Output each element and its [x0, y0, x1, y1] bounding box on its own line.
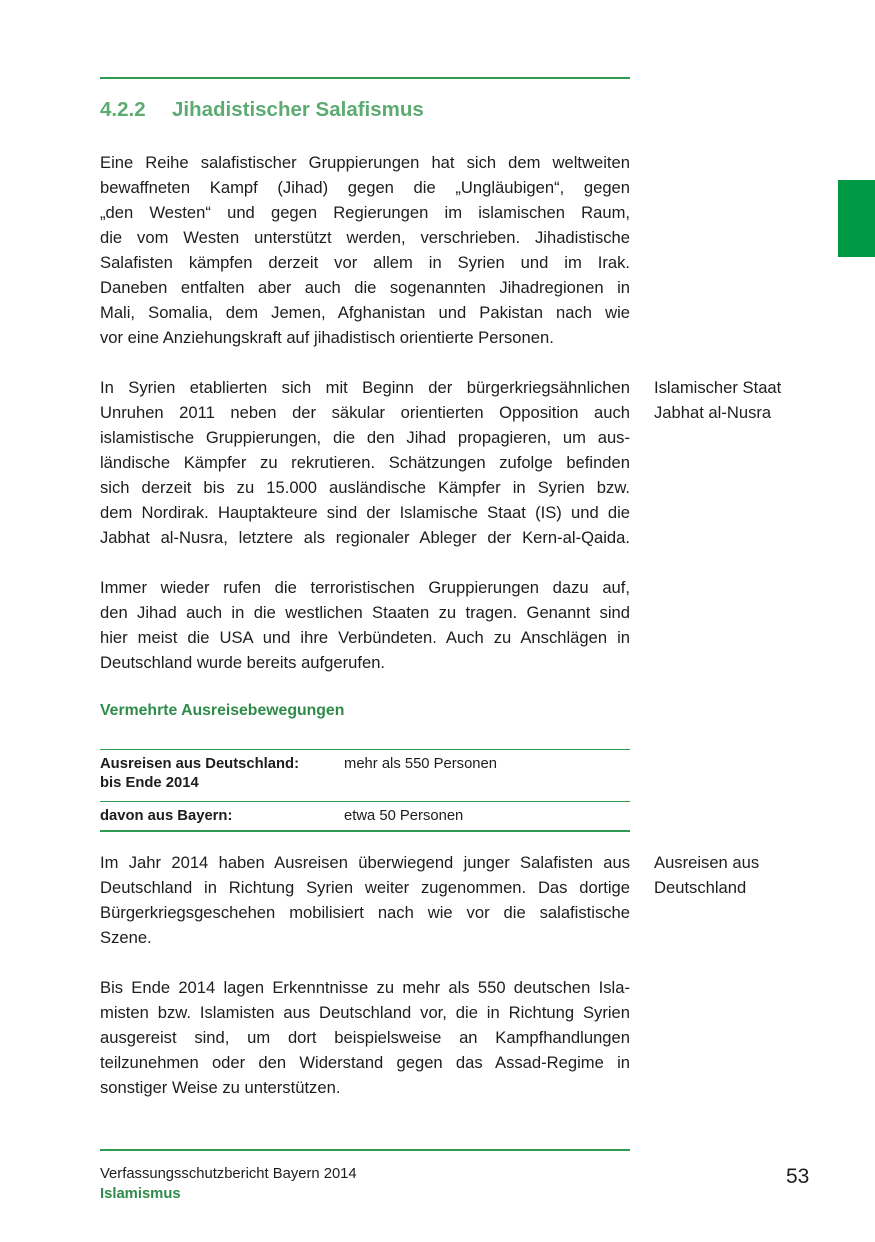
margin-note-line: Islamischer Staat: [654, 378, 782, 397]
text-line: dem Nordirak. Hauptakteure sind der Islamische Staat (IS) und die: [100, 503, 630, 522]
margin-note-groups: [654, 375, 844, 425]
text-line: Unruhen 2011 neben der säkular orientierten Opposition auch: [100, 403, 630, 422]
text-line: Deutschland wurde bereits aufgerufen.: [100, 653, 386, 672]
text-line: In Syrien etablierten sich mit Beginn der bürgerkriegsähnlichen: [100, 378, 630, 397]
section-heading: [100, 98, 424, 122]
table-label-line: Ausreisen aus Deutschland:: [100, 756, 299, 772]
page-number: 53: [786, 1165, 810, 1188]
text-line: Bis Ende 2014 lagen Erkenntnisse zu mehr als 550 deutschen Isla-: [100, 978, 630, 997]
footer-publication: Verfassungsschutzbericht Bayern 2014: [100, 1166, 357, 1182]
text-line: Immer wieder rufen die terroristischen Gruppierungen dazu auf,: [100, 578, 630, 597]
text-line: sich derzeit bis zu 15.000 ausländische Kämpfer in Syrien bzw.: [100, 478, 630, 497]
text-line: sonstiger Weise zu unterstützen.: [100, 1078, 341, 1097]
text-line: bewaffneten Kampf (Jihad) gegen die „Ungläubigen“, gegen: [100, 178, 630, 197]
table-bottom-rule: [100, 830, 630, 832]
table-row-label: davon aus Bayern:: [100, 808, 233, 824]
footer-divider: [100, 1149, 630, 1151]
paragraph-intro: [100, 150, 630, 350]
paragraph-findings: [100, 975, 630, 1100]
section-number: 4.2.2: [100, 98, 146, 121]
paragraph-departures: [100, 850, 630, 950]
text-line: Bürgerkriegsgeschehen mobilisiert nach wie vor die salafistische: [100, 903, 630, 922]
text-line: Jabhat al-Nusra, letztere als regionaler Ableger der Kern-al-Qaida.: [100, 528, 630, 547]
subheading: Vermehrte Ausreisebewegungen: [100, 702, 345, 719]
text-line: die vom Westen unterstützt werden, verschrieben. Jihadistische: [100, 228, 630, 247]
text-line: misten bzw. Islamisten aus Deutschland vor, die in Richtung Syrien: [100, 1003, 630, 1022]
text-line: ausgereist sind, um dort beispielsweise an Kampfhandlungen: [100, 1028, 630, 1047]
text-line: vor eine Anziehungskraft auf jihadistisch orientierte Personen.: [100, 328, 554, 347]
text-line: ländische Kämpfer zu rekrutieren. Schätzungen zufolge befinden: [100, 453, 630, 472]
footer-chapter: Islamismus: [100, 1186, 181, 1202]
margin-note-line: Deutschland: [654, 878, 747, 897]
table-top-rule: [100, 749, 630, 750]
margin-note-departures: [654, 850, 844, 900]
text-line: Szene.: [100, 928, 152, 947]
text-line: islamistische Gruppierungen, die den Jihad propagieren, um aus-: [100, 428, 630, 447]
table-label-line: bis Ende 2014: [100, 775, 199, 791]
margin-note-line: Ausreisen aus: [654, 853, 760, 872]
text-line: Salafisten kämpfen derzeit vor allem in Syrien und im Irak.: [100, 253, 630, 272]
text-line: Im Jahr 2014 haben Ausreisen überwiegend junger Salafisten aus: [100, 853, 630, 872]
table-row-divider: [100, 801, 630, 802]
text-line: Daneben entfalten aber auch die sogenannten Jihadregionen in: [100, 278, 630, 297]
text-line: hier meist die USA und ihre Verbündeten. Auch zu Anschlägen in: [100, 628, 630, 647]
section-title: Jihadistischer Salafismus: [172, 98, 424, 121]
text-line: Mali, Somalia, dem Jemen, Afghanistan und Pakistan nach wie: [100, 303, 630, 322]
text-line: „den Westen“ und gegen Regierungen im islamischen Raum,: [100, 203, 630, 222]
table-row-value: etwa 50 Personen: [344, 808, 464, 824]
top-divider: [100, 77, 630, 79]
chapter-tab-marker: [838, 180, 875, 257]
margin-note-line: Jabhat al-Nusra: [654, 403, 772, 422]
table-row-value: mehr als 550 Personen: [344, 756, 497, 772]
table-row-label: [100, 755, 299, 793]
text-line: Deutschland in Richtung Syrien weiter zugenommen. Das dortige: [100, 878, 630, 897]
paragraph-syria: [100, 375, 630, 550]
text-line: den Jihad auch in die westlichen Staaten zu tragen. Genannt sind: [100, 603, 630, 622]
paragraph-calls: [100, 575, 630, 675]
text-line: teilzunehmen oder den Widerstand gegen das Assad-Regime in: [100, 1053, 630, 1072]
text-line: Eine Reihe salafistischer Gruppierungen hat sich dem weltweiten: [100, 153, 630, 172]
